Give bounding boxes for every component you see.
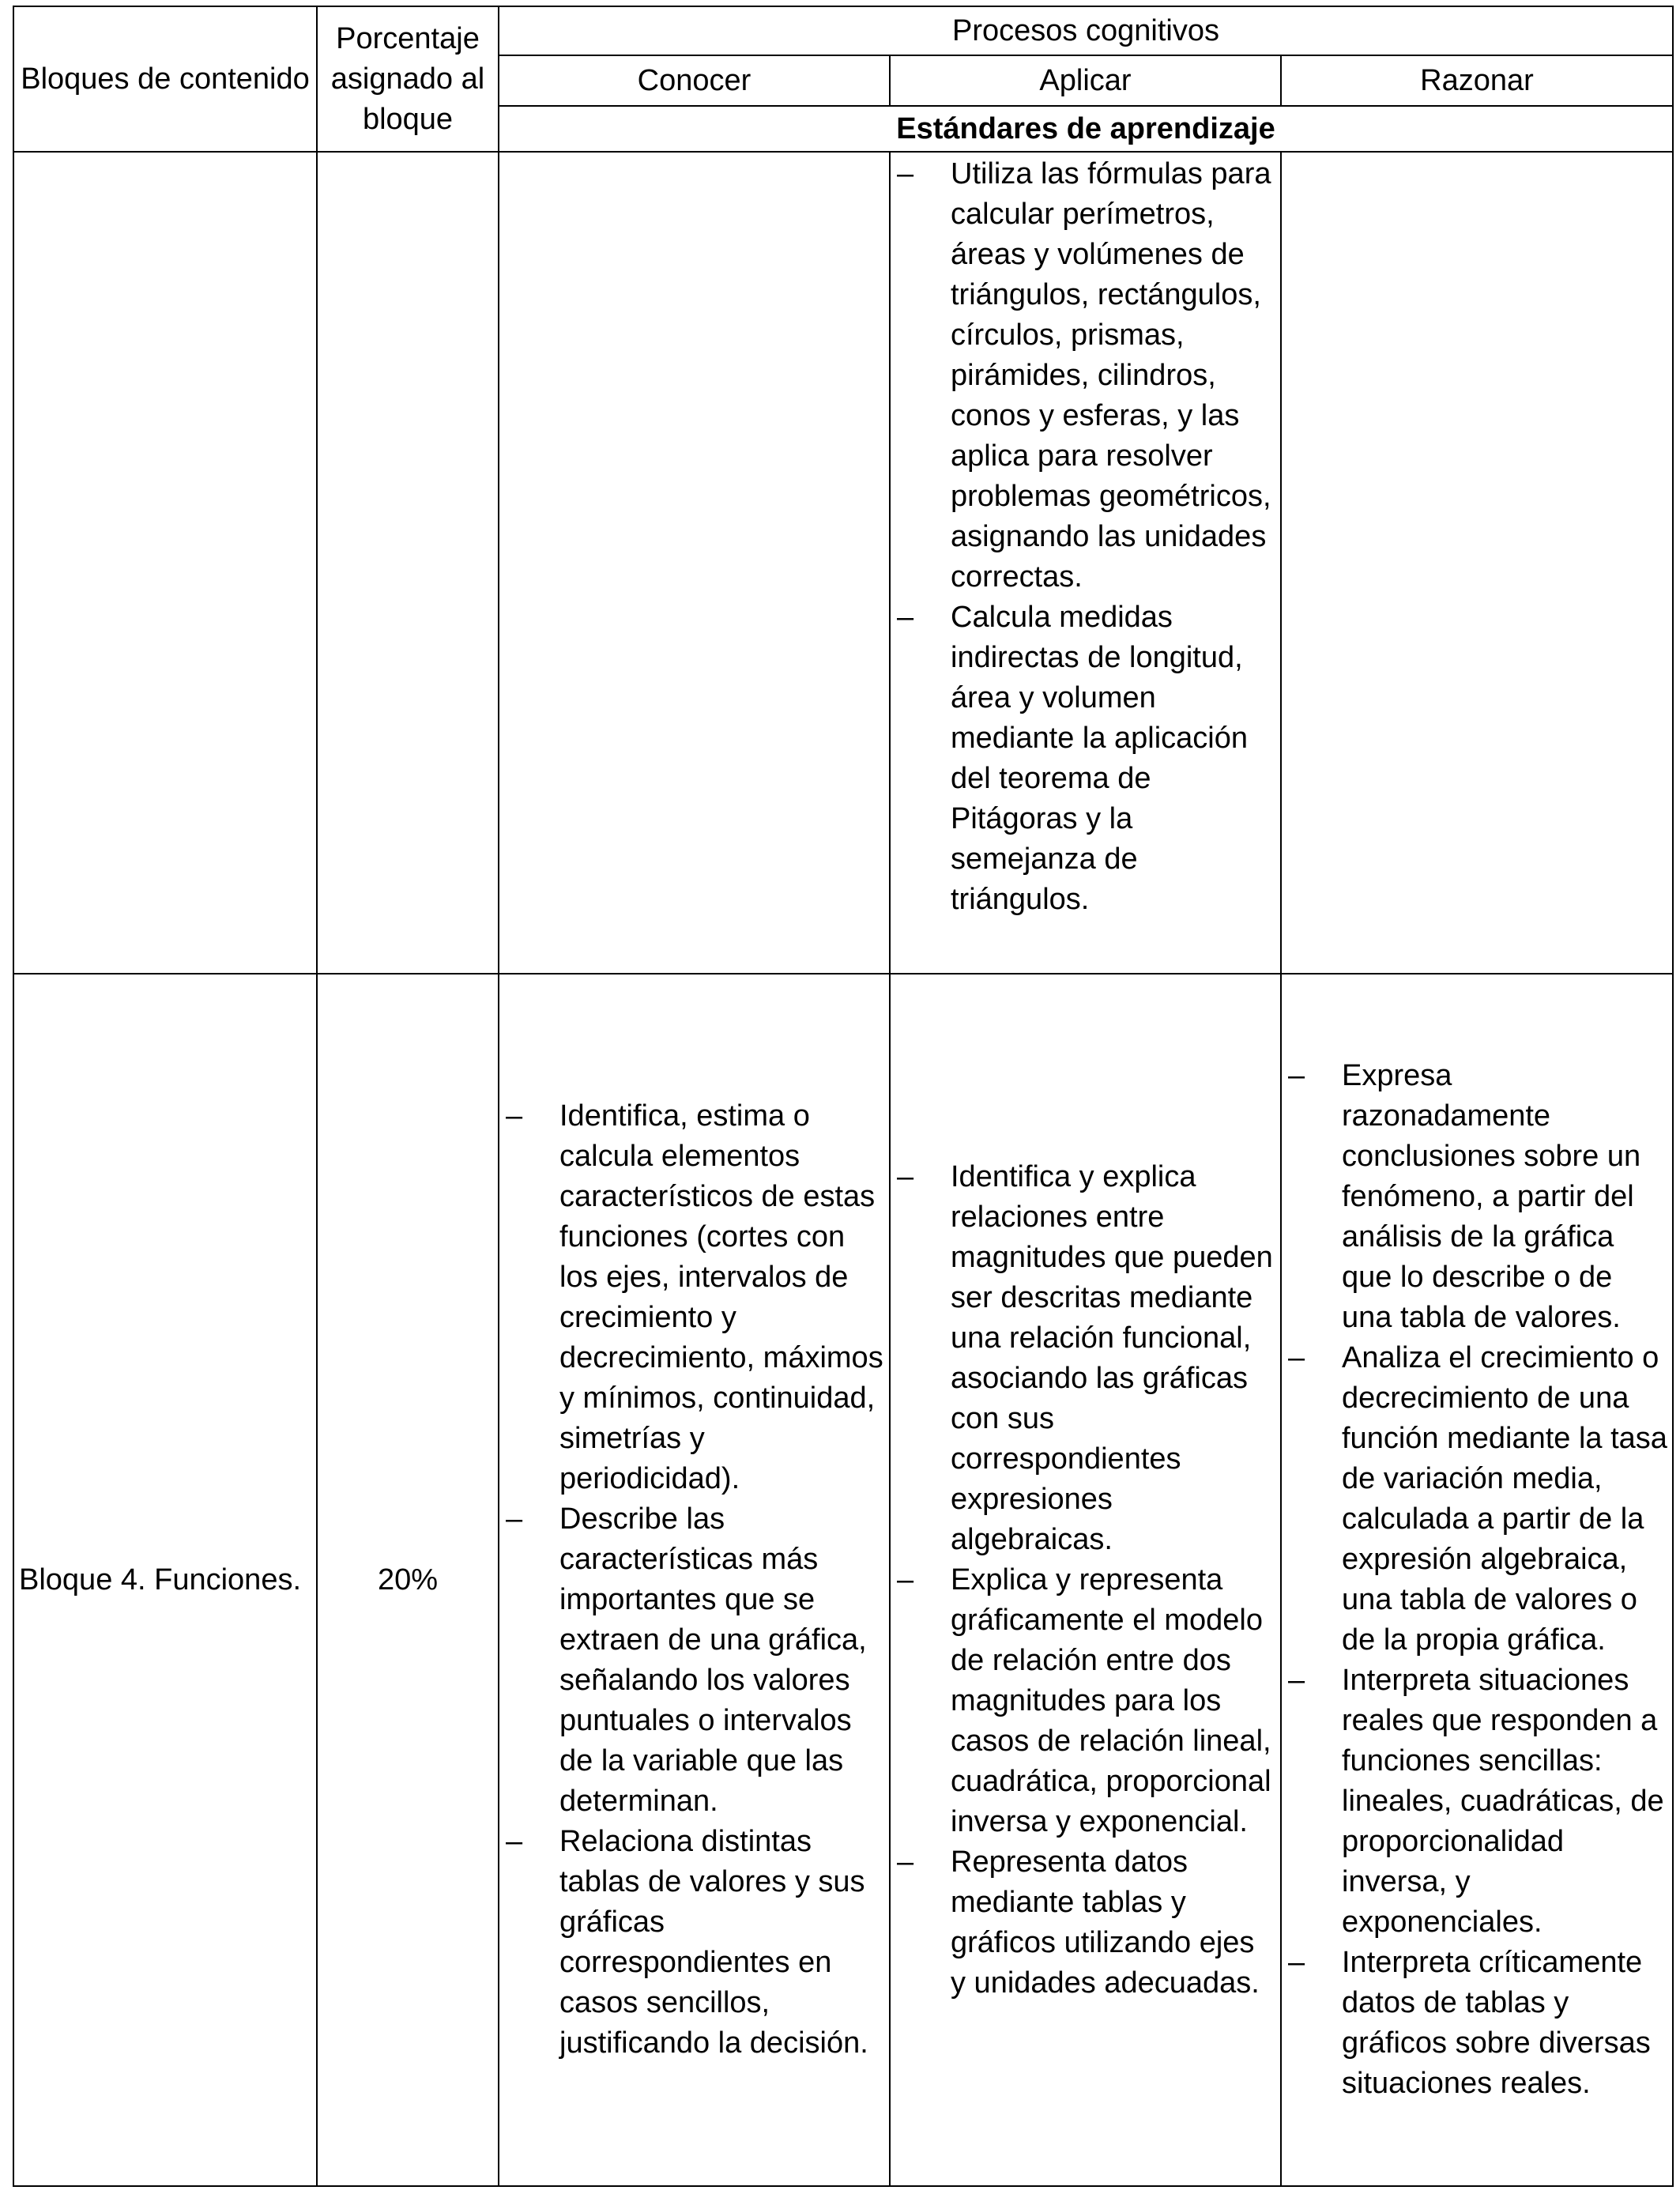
standards-table	[13, 6, 1674, 2187]
dash-marker: –	[897, 601, 914, 634]
dash-marker: –	[506, 1502, 523, 1536]
block-cell	[13, 974, 317, 2186]
dash-marker: –	[1288, 1664, 1305, 1697]
header-razonar-cell	[1281, 55, 1673, 106]
list-item	[891, 154, 1280, 598]
list-item	[1282, 1338, 1672, 1661]
dash-marker: –	[506, 1825, 523, 1858]
header-percent-label: Porcentaje asignado al bloque	[330, 21, 485, 136]
header-standards-cell	[499, 106, 1673, 152]
header-aplicar-cell	[890, 55, 1281, 106]
standard-text: Explica y representa gráficamente el modelo de relación entre dos magnitudes para los casos de relación lineal, cuadrática, proporcional inversa y exponencial.	[951, 1563, 1271, 1838]
standard-text: Representa datos mediante tablas y gráficos utilizando ejes y unidades adecuadas.	[951, 1845, 1260, 2000]
standard-text: Identifica y explica relaciones entre magnitudes que pueden ser descritas mediante una relación funcional, asociando las gráficas con sus correspondientes expresiones algebraicas.	[951, 1159, 1273, 1556]
header-conocer-label: Conocer	[637, 63, 751, 97]
dash-marker: –	[1288, 1946, 1305, 1979]
block-percent: 20%	[377, 1563, 439, 1596]
list-item	[891, 598, 1280, 920]
block-name: Bloque 4. Funciones.	[19, 1563, 302, 1596]
table-row	[13, 974, 1673, 2186]
percent-cell	[317, 974, 499, 2186]
standard-text: Interpreta críticamente datos de tablas y gráficos sobre diversas situaciones reales.	[1342, 1946, 1651, 2100]
block-cell	[13, 152, 317, 974]
conocer-cell	[499, 974, 890, 2186]
list-item	[499, 1499, 889, 1822]
header-processes-label: Procesos cognitivos	[952, 13, 1219, 47]
standard-text: Expresa razonadamente conclusiones sobre un fenómeno, a partir del análisis de la gráfica que lo describe o de una tabla de valores.	[1342, 1059, 1641, 1334]
dash-marker: –	[1288, 1059, 1305, 1092]
header-aplicar-label: Aplicar	[1039, 63, 1132, 97]
dash-marker: –	[897, 1563, 914, 1596]
list-item	[499, 1822, 889, 2064]
dash-marker: –	[506, 1099, 523, 1133]
standard-text: Utiliza las fórmulas para calcular perímetros, áreas y volúmenes de triángulos, rectángulos, círculos, prismas, pirámides, cilindros, conos y esferas, y las aplica para resolver problemas geométricos, asignando las unidades correctas.	[951, 157, 1271, 594]
header-conocer-cell	[499, 55, 890, 106]
razonar-cell	[1281, 152, 1673, 974]
standard-text: Describe las características más importantes que se extraen de una gráfica, señalando los valores puntuales o intervalos de la variable que las determinan.	[559, 1502, 867, 1818]
razonar-cell	[1281, 974, 1673, 2186]
conocer-cell	[499, 152, 890, 974]
percent-cell	[317, 152, 499, 974]
table-row	[13, 152, 1673, 974]
list-item	[891, 1157, 1280, 1560]
list-item	[1282, 1661, 1672, 1943]
header-standards-label: Estándares de aprendizaje	[896, 111, 1275, 145]
standard-text: Relaciona distintas tablas de valores y sus gráficas correspondientes en casos sencillos, justificando la decisión.	[559, 1825, 868, 2060]
standard-text: Analiza el crecimiento o decrecimiento de una función mediante la tasa de variación media, calculada a partir de la expresión algebraica, una tabla de valores o de la propia gráfica.	[1342, 1341, 1667, 1657]
header-block-cell	[13, 6, 317, 152]
header-razonar-label: Razonar	[1420, 63, 1534, 97]
dash-marker: –	[897, 157, 914, 190]
dash-marker: –	[897, 1159, 914, 1193]
list-item	[499, 1096, 889, 1499]
list-item	[891, 1842, 1280, 2004]
list-item	[1282, 1943, 1672, 2104]
header-percent-cell	[317, 6, 499, 152]
dash-marker: –	[897, 1845, 914, 1879]
dash-marker: –	[1288, 1341, 1305, 1374]
list-item	[891, 1560, 1280, 1842]
standard-text: Identifica, estima o calcula elementos característicos de estas funciones (cortes con los ejes, intervalos de crecimiento y decrecimiento, máximos y mínimos, continuidad, simetrías y periodicidad).	[559, 1099, 883, 1495]
aplicar-cell	[890, 152, 1281, 974]
header-processes-cell	[499, 6, 1673, 55]
header-block-label: Bloques de contenido	[21, 62, 310, 96]
list-item	[1282, 1056, 1672, 1338]
standard-text: Interpreta situaciones reales que responden a funciones sencillas: lineales, cuadráticas, de proporcionalidad inversa, y exponenciales.	[1342, 1664, 1664, 1939]
aplicar-cell	[890, 974, 1281, 2186]
standard-text: Calcula medidas indirectas de longitud, área y volumen mediante la aplicación del teorema de Pitágoras y la semejanza de triángulos.	[951, 601, 1249, 916]
